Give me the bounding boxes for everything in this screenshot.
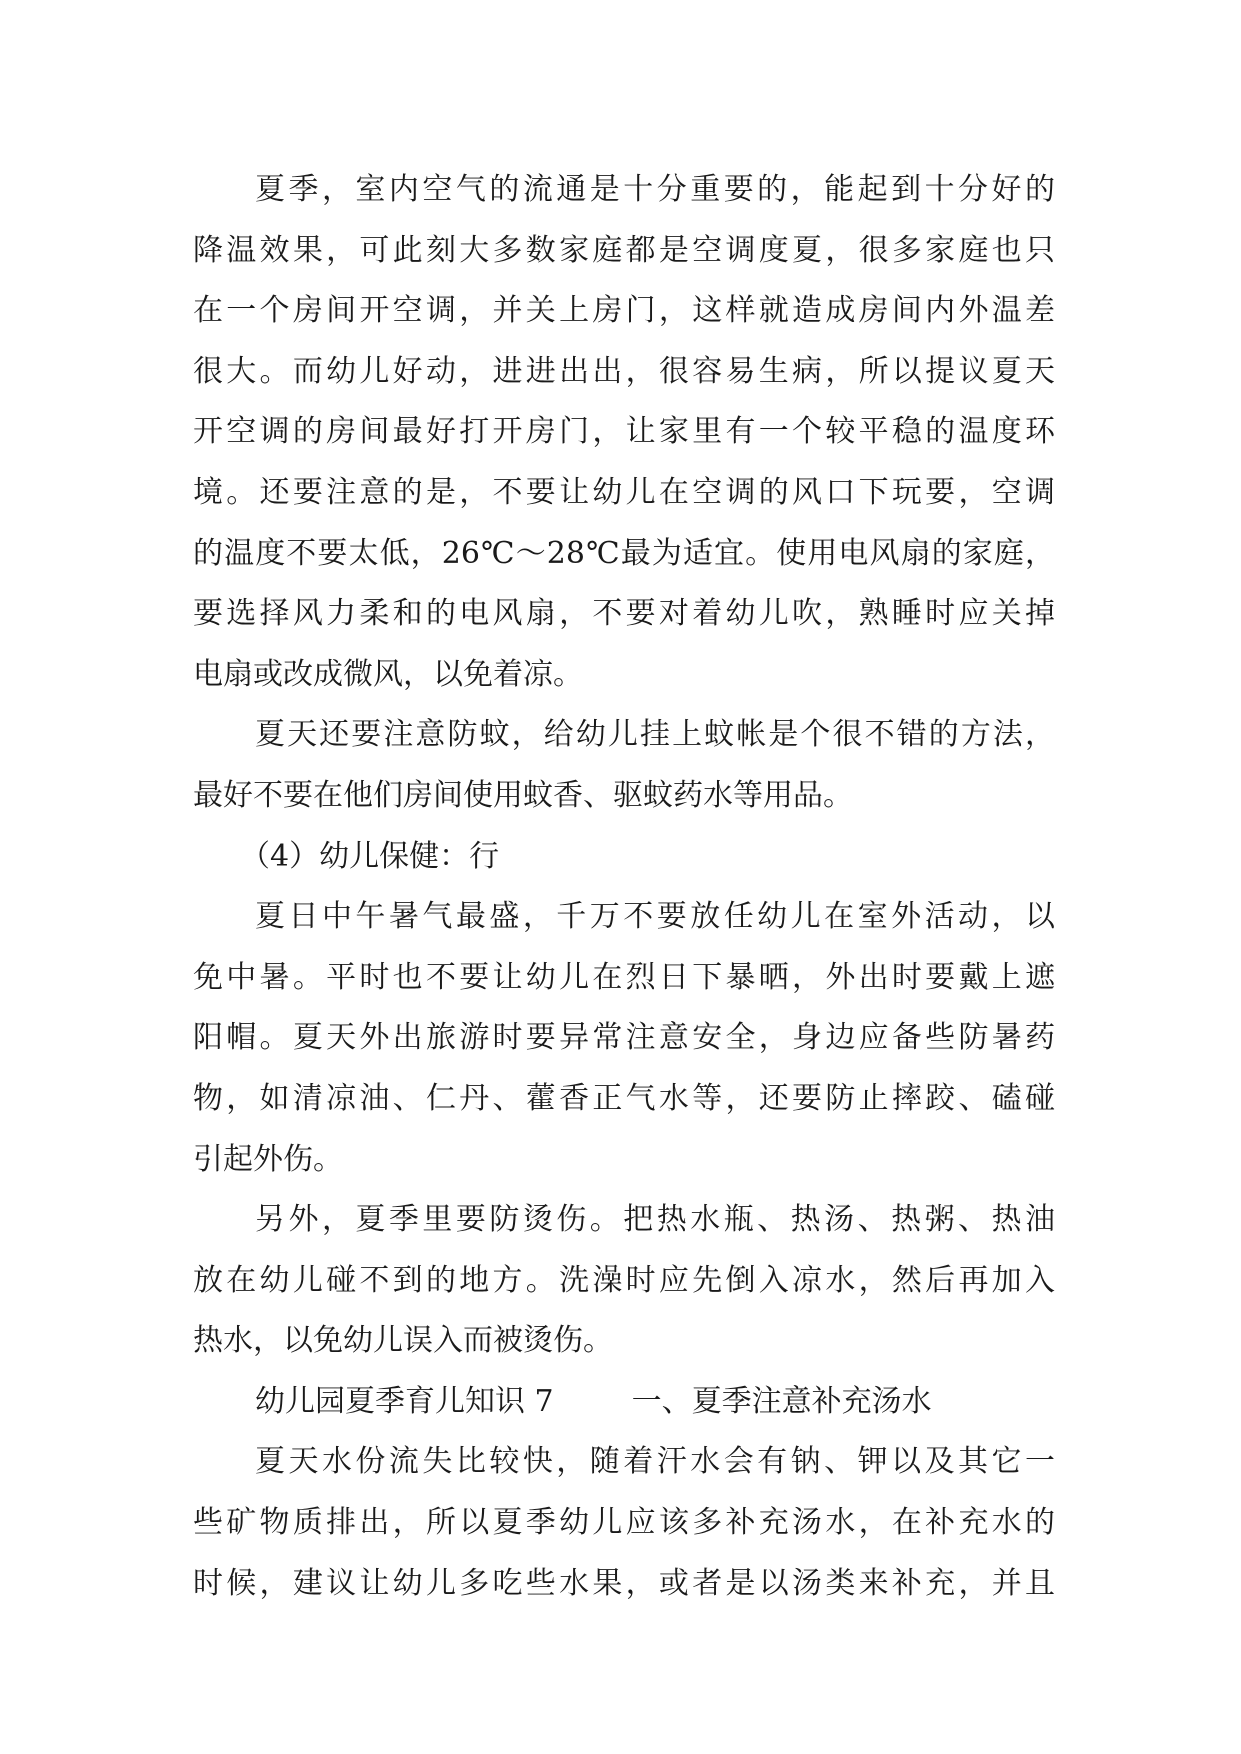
section-title xyxy=(193,1372,1055,1433)
text-line: 时候，建议让幼儿多吃些水果，或者是以汤类来补充，并且 xyxy=(193,1565,1055,1601)
paragraph-mosquito-prevention xyxy=(193,705,1055,826)
text-line: 免中暑。平时也不要让幼儿在烈日下暴晒，外出时要戴上遮 xyxy=(193,959,1055,995)
text-line: 降温效果，可此刻大多数家庭都是空调度夏，很多家庭也只 xyxy=(193,232,1055,268)
text-line: 阳帽。夏天外出旅游时要异常注意安全，身边应备些防暑药 xyxy=(193,1020,1055,1056)
text-line: 的温度不要太低，26℃～28℃最为适宜。使用电风扇的家庭， xyxy=(193,535,1055,571)
section-heading: （4）幼儿保健：行 xyxy=(240,838,500,874)
section-title-left: 幼儿园夏季育儿知识 7 xyxy=(255,1383,554,1419)
text-line: 要选择风力柔和的电风扇，不要对着幼儿吹，熟睡时应关掉 xyxy=(193,596,1055,632)
text-line: 放在幼儿碰不到的地方。洗澡时应先倒入凉水，然后再加入 xyxy=(193,1262,1055,1298)
text-line: 夏天水份流失比较快，随着汗水会有钠、钾以及其它一 xyxy=(255,1444,1055,1480)
paragraph-indoor-ventilation xyxy=(193,160,1055,705)
paragraph-hydration xyxy=(193,1432,1055,1614)
paragraph-burn-prevention xyxy=(193,1190,1055,1372)
text-line: 夏天还要注意防蚊，给幼儿挂上蚊帐是个很不错的方法， xyxy=(255,717,1055,753)
text-line: 境。还要注意的是，不要让幼儿在空调的风口下玩要，空调 xyxy=(193,474,1055,510)
text-line: 些矿物质排出，所以夏季幼儿应该多补充汤水，在补充水的 xyxy=(193,1505,1055,1541)
text-line: 夏日中午暑气最盛，千万不要放任幼儿在室外活动，以 xyxy=(255,899,1055,935)
text-line: 热水，以免幼儿误入而被烫伤。 xyxy=(193,1323,613,1359)
text-line: 物，如清凉油、仁丹、藿香正气水等，还要防止摔跤、磕碰 xyxy=(193,1080,1055,1116)
document-body xyxy=(193,160,1055,1614)
text-line: 夏季，室内空气的流通是十分重要的，能起到十分好的 xyxy=(255,172,1055,207)
text-line: 在一个房间开空调，并关上房门，这样就造成房间内外温差 xyxy=(193,293,1055,329)
text-line: 另外，夏季里要防烫伤。把热水瓶、热汤、热粥、热油 xyxy=(255,1202,1055,1238)
text-line: 最好不要在他们房间使用蚊香、驱蚊药水等用品。 xyxy=(193,777,853,813)
text-line: 开空调的房间最好打开房门，让家里有一个较平稳的温度环 xyxy=(193,414,1055,450)
text-line: 引起外伤。 xyxy=(193,1141,343,1177)
paragraph-heatstroke-prevention xyxy=(193,887,1055,1190)
text-line: 很大。而幼儿好动，进进出出，很容易生病，所以提议夏天 xyxy=(193,353,1055,389)
section-title-right: 一、夏季注意补充汤水 xyxy=(631,1383,932,1419)
text-line: 电扇或改成微风，以免着凉。 xyxy=(193,656,583,692)
